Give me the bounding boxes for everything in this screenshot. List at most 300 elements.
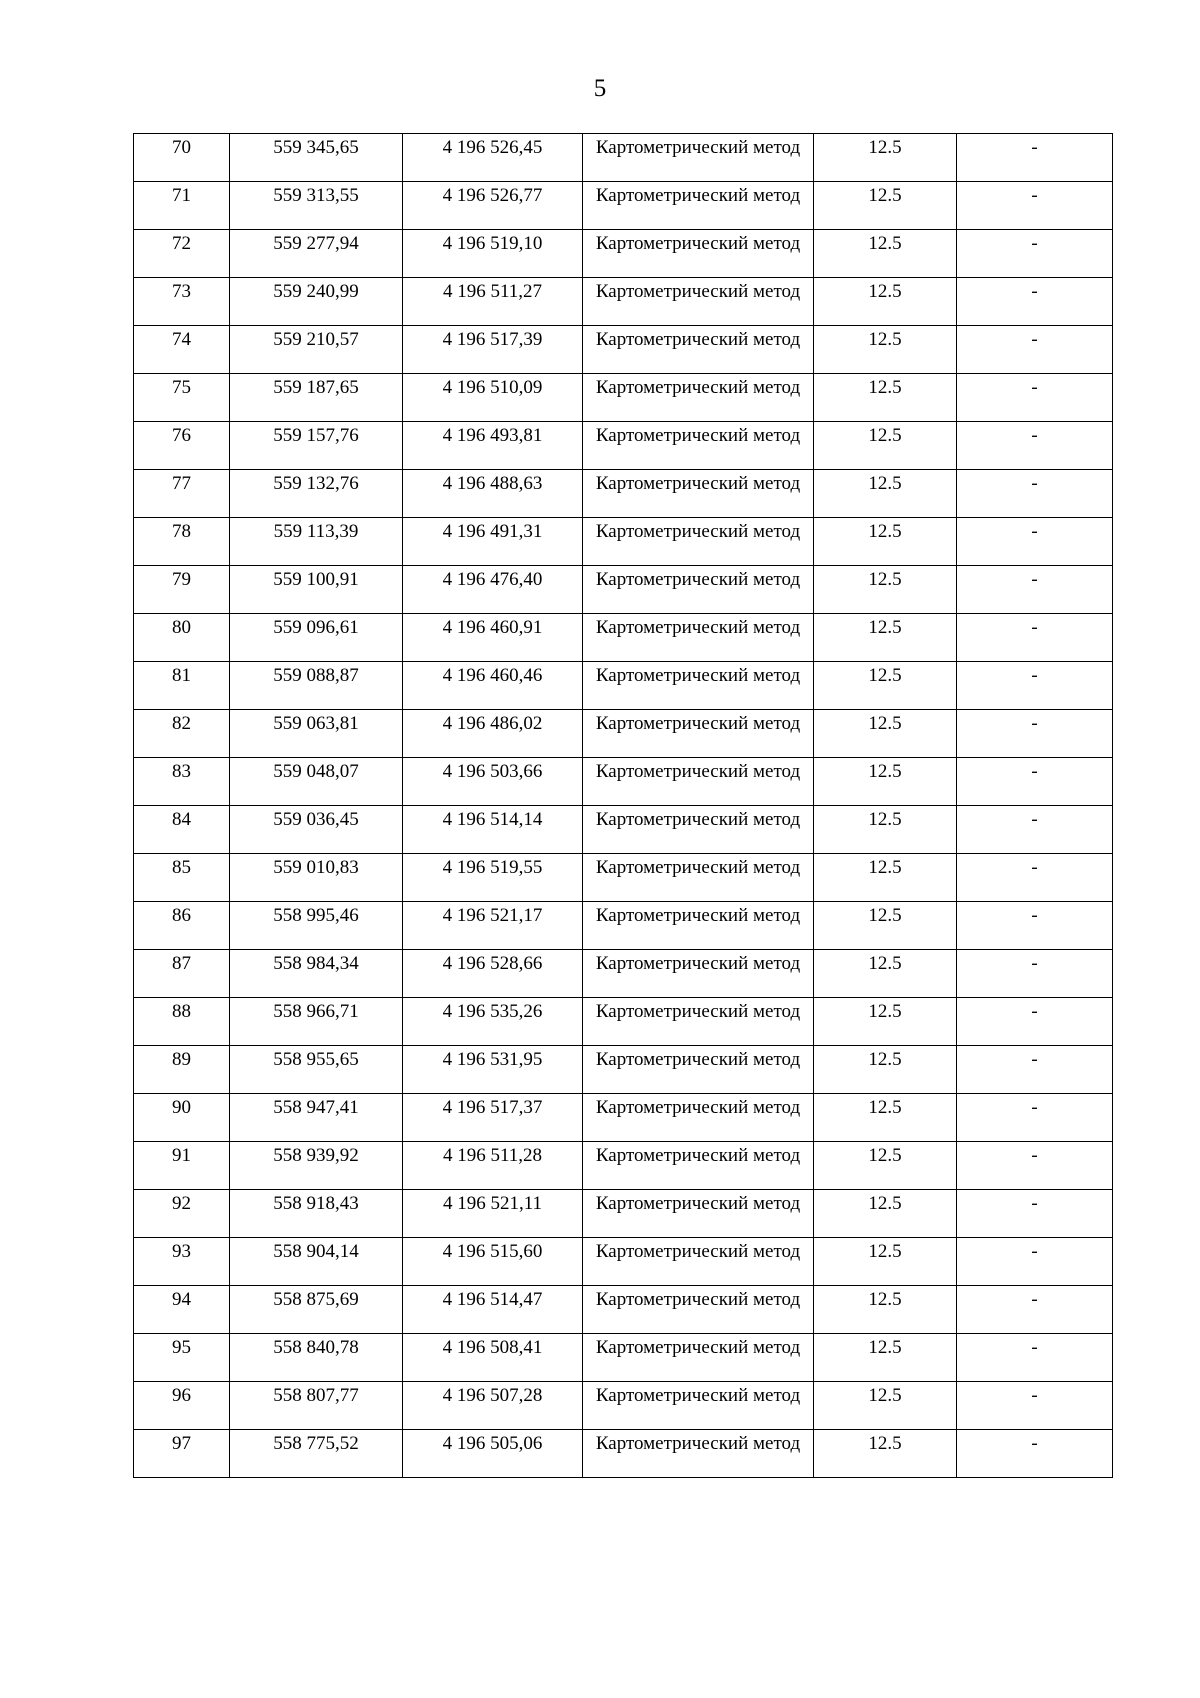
x-coordinate-cell: [230, 806, 403, 854]
accuracy-cell-text: 12.5: [868, 1097, 902, 1118]
table-row: [134, 470, 1113, 518]
method-cell: [583, 710, 814, 758]
description-cell-text: -: [1031, 521, 1038, 542]
x-coordinate-cell: [230, 566, 403, 614]
point-number-cell: [134, 1190, 230, 1238]
accuracy-cell: [814, 470, 957, 518]
x-coordinate-cell-text: 558 947,41: [273, 1097, 359, 1118]
description-cell-text: -: [1031, 713, 1038, 734]
accuracy-cell-text: 12.5: [868, 857, 902, 878]
description-cell: [957, 374, 1113, 422]
accuracy-cell-text: 12.5: [868, 1337, 902, 1358]
x-coordinate-cell-text: 558 939,92: [273, 1145, 359, 1166]
point-number-cell: [134, 1430, 230, 1478]
method-cell: [583, 1046, 814, 1094]
table-row: [134, 1382, 1113, 1430]
x-coordinate-cell: [230, 950, 403, 998]
y-coordinate-cell: [403, 422, 583, 470]
y-coordinate-cell: [403, 1286, 583, 1334]
point-number-cell-text: 72: [172, 233, 191, 254]
method-cell-text: Картометрический метод: [595, 953, 801, 974]
y-coordinate-cell: [403, 1430, 583, 1478]
description-cell: [957, 182, 1113, 230]
x-coordinate-cell: [230, 902, 403, 950]
table-row: [134, 710, 1113, 758]
point-number-cell-text: 85: [172, 857, 191, 878]
description-cell-text: -: [1031, 1337, 1038, 1358]
method-cell: [583, 1190, 814, 1238]
x-coordinate-cell-text: 559 157,76: [273, 425, 359, 446]
point-number-cell-text: 87: [172, 953, 191, 974]
accuracy-cell: [814, 662, 957, 710]
point-number-cell-text: 90: [172, 1097, 191, 1118]
page-number: 5: [593, 75, 607, 102]
method-cell-text: Картометрический метод: [595, 1385, 801, 1406]
point-number-cell: [134, 758, 230, 806]
description-cell-text: -: [1031, 137, 1038, 158]
y-coordinate-cell: [403, 1142, 583, 1190]
description-cell: [957, 806, 1113, 854]
point-number-cell: [134, 422, 230, 470]
y-coordinate-cell-text: 4 196 526,45: [442, 137, 543, 158]
y-coordinate-cell-text: 4 196 535,26: [442, 1001, 543, 1022]
y-coordinate-cell: [403, 950, 583, 998]
accuracy-cell-text: 12.5: [868, 617, 902, 638]
point-number-cell-text: 79: [172, 569, 191, 590]
point-number-cell-text: 71: [172, 185, 191, 206]
method-cell: [583, 1238, 814, 1286]
description-cell-text: -: [1031, 569, 1038, 590]
x-coordinate-cell-text: 559 132,76: [273, 473, 359, 494]
point-number-cell: [134, 566, 230, 614]
method-cell-text: Картометрический метод: [595, 1145, 801, 1166]
accuracy-cell: [814, 1094, 957, 1142]
y-coordinate-cell: [403, 278, 583, 326]
method-cell: [583, 326, 814, 374]
method-cell: [583, 518, 814, 566]
method-cell-text: Картометрический метод: [595, 425, 801, 446]
method-cell-text: Картометрический метод: [595, 1241, 801, 1262]
description-cell: [957, 614, 1113, 662]
y-coordinate-cell: [403, 614, 583, 662]
accuracy-cell-text: 12.5: [868, 425, 902, 446]
point-number-cell-text: 82: [172, 713, 191, 734]
accuracy-cell: [814, 710, 957, 758]
method-cell: [583, 662, 814, 710]
point-number-cell-text: 78: [172, 521, 191, 542]
method-cell: [583, 182, 814, 230]
description-cell: [957, 326, 1113, 374]
accuracy-cell-text: 12.5: [868, 1241, 902, 1262]
x-coordinate-cell: [230, 1382, 403, 1430]
y-coordinate-cell: [403, 1094, 583, 1142]
x-coordinate-cell: [230, 854, 403, 902]
y-coordinate-cell-text: 4 196 519,55: [442, 857, 543, 878]
x-coordinate-cell-text: 558 984,34: [273, 953, 359, 974]
method-cell-text: Картометрический метод: [595, 569, 801, 590]
accuracy-cell: [814, 182, 957, 230]
y-coordinate-cell: [403, 182, 583, 230]
x-coordinate-cell: [230, 758, 403, 806]
accuracy-cell: [814, 950, 957, 998]
accuracy-cell: [814, 422, 957, 470]
point-number-cell-text: 97: [172, 1433, 191, 1454]
x-coordinate-cell-text: 559 010,83: [273, 857, 359, 878]
accuracy-cell-text: 12.5: [868, 1433, 902, 1454]
description-cell: [957, 1094, 1113, 1142]
point-number-cell-text: 84: [172, 809, 191, 830]
description-cell: [957, 1382, 1113, 1430]
description-cell-text: -: [1031, 761, 1038, 782]
point-number-cell: [134, 1334, 230, 1382]
method-cell: [583, 758, 814, 806]
y-coordinate-cell-text: 4 196 491,31: [442, 521, 543, 542]
point-number-cell-text: 88: [172, 1001, 191, 1022]
method-cell-text: Картометрический метод: [595, 1001, 801, 1022]
y-coordinate-cell: [403, 1190, 583, 1238]
table-row: [134, 422, 1113, 470]
description-cell-text: -: [1031, 617, 1038, 638]
x-coordinate-cell-text: 559 063,81: [273, 713, 359, 734]
y-coordinate-cell-text: 4 196 488,63: [442, 473, 543, 494]
description-cell-text: -: [1031, 1097, 1038, 1118]
y-coordinate-cell-text: 4 196 531,95: [442, 1049, 543, 1070]
table-row: [134, 374, 1113, 422]
point-number-cell: [134, 902, 230, 950]
y-coordinate-cell: [403, 1382, 583, 1430]
accuracy-cell: [814, 1046, 957, 1094]
table-row: [134, 230, 1113, 278]
x-coordinate-cell-text: 559 088,87: [273, 665, 359, 686]
description-cell-text: -: [1031, 905, 1038, 926]
table-row: [134, 134, 1113, 182]
accuracy-cell-text: 12.5: [868, 1049, 902, 1070]
accuracy-cell-text: 12.5: [868, 185, 902, 206]
table-row: [134, 1286, 1113, 1334]
method-cell: [583, 854, 814, 902]
y-coordinate-cell: [403, 710, 583, 758]
accuracy-cell: [814, 278, 957, 326]
description-cell-text: -: [1031, 809, 1038, 830]
accuracy-cell: [814, 1382, 957, 1430]
y-coordinate-cell: [403, 326, 583, 374]
description-cell: [957, 134, 1113, 182]
y-coordinate-cell: [403, 134, 583, 182]
accuracy-cell: [814, 326, 957, 374]
table-row: [134, 566, 1113, 614]
accuracy-cell-text: 12.5: [868, 809, 902, 830]
y-coordinate-cell-text: 4 196 517,37: [442, 1097, 543, 1118]
description-cell: [957, 278, 1113, 326]
accuracy-cell: [814, 1238, 957, 1286]
method-cell-text: Картометрический метод: [595, 617, 801, 638]
description-cell-text: -: [1031, 329, 1038, 350]
table-row: [134, 518, 1113, 566]
point-number-cell-text: 89: [172, 1049, 191, 1070]
method-cell-text: Картометрический метод: [595, 1193, 801, 1214]
method-cell: [583, 470, 814, 518]
description-cell: [957, 902, 1113, 950]
y-coordinate-cell-text: 4 196 514,14: [442, 809, 543, 830]
x-coordinate-cell: [230, 518, 403, 566]
x-coordinate-cell: [230, 1430, 403, 1478]
x-coordinate-cell-text: 559 345,65: [273, 137, 359, 158]
x-coordinate-cell-text: 559 313,55: [273, 185, 359, 206]
point-number-cell: [134, 950, 230, 998]
y-coordinate-cell: [403, 902, 583, 950]
point-number-cell: [134, 374, 230, 422]
y-coordinate-cell-text: 4 196 521,11: [442, 1193, 543, 1214]
accuracy-cell-text: 12.5: [868, 377, 902, 398]
description-cell-text: -: [1031, 1289, 1038, 1310]
description-cell: [957, 518, 1113, 566]
description-cell: [957, 1142, 1113, 1190]
y-coordinate-cell-text: 4 196 507,28: [442, 1385, 543, 1406]
x-coordinate-cell-text: 559 096,61: [273, 617, 359, 638]
description-cell: [957, 1286, 1113, 1334]
accuracy-cell-text: 12.5: [868, 137, 902, 158]
point-number-cell-text: 95: [172, 1337, 191, 1358]
y-coordinate-cell: [403, 998, 583, 1046]
description-cell-text: -: [1031, 185, 1038, 206]
x-coordinate-cell: [230, 614, 403, 662]
description-cell-text: -: [1031, 281, 1038, 302]
x-coordinate-cell-text: 558 775,52: [273, 1433, 359, 1454]
description-cell: [957, 998, 1113, 1046]
description-cell: [957, 662, 1113, 710]
method-cell: [583, 1142, 814, 1190]
y-coordinate-cell-text: 4 196 493,81: [442, 425, 543, 446]
table-row: [134, 758, 1113, 806]
point-number-cell: [134, 1238, 230, 1286]
table-row: [134, 902, 1113, 950]
method-cell: [583, 1286, 814, 1334]
accuracy-cell: [814, 854, 957, 902]
point-number-cell: [134, 854, 230, 902]
point-number-cell: [134, 1286, 230, 1334]
x-coordinate-cell-text: 559 277,94: [273, 233, 359, 254]
y-coordinate-cell: [403, 470, 583, 518]
description-cell: [957, 1046, 1113, 1094]
y-coordinate-cell-text: 4 196 517,39: [442, 329, 543, 350]
accuracy-cell-text: 12.5: [868, 1193, 902, 1214]
point-number-cell: [134, 1382, 230, 1430]
point-number-cell-text: 83: [172, 761, 191, 782]
point-number-cell: [134, 326, 230, 374]
point-number-cell: [134, 230, 230, 278]
x-coordinate-cell: [230, 1190, 403, 1238]
y-coordinate-cell-text: 4 196 511,28: [442, 1145, 543, 1166]
x-coordinate-cell-text: 559 187,65: [273, 377, 359, 398]
description-cell: [957, 470, 1113, 518]
point-number-cell: [134, 278, 230, 326]
x-coordinate-cell-text: 559 113,39: [273, 521, 359, 542]
method-cell: [583, 134, 814, 182]
point-number-cell-text: 70: [172, 137, 191, 158]
y-coordinate-cell: [403, 1046, 583, 1094]
point-number-cell-text: 76: [172, 425, 191, 446]
point-number-cell-text: 80: [172, 617, 191, 638]
coordinates-table-body: [134, 134, 1113, 1478]
accuracy-cell-text: 12.5: [868, 569, 902, 590]
accuracy-cell-text: 12.5: [868, 329, 902, 350]
x-coordinate-cell: [230, 1238, 403, 1286]
point-number-cell-text: 92: [172, 1193, 191, 1214]
y-coordinate-cell-text: 4 196 526,77: [442, 185, 543, 206]
x-coordinate-cell-text: 559 100,91: [273, 569, 359, 590]
y-coordinate-cell-text: 4 196 486,02: [442, 713, 543, 734]
method-cell: [583, 1334, 814, 1382]
y-coordinate-cell: [403, 662, 583, 710]
y-coordinate-cell-text: 4 196 514,47: [442, 1289, 543, 1310]
accuracy-cell: [814, 230, 957, 278]
description-cell: [957, 758, 1113, 806]
table-row: [134, 950, 1113, 998]
accuracy-cell: [814, 1142, 957, 1190]
method-cell-text: Картометрический метод: [595, 377, 801, 398]
point-number-cell-text: 81: [172, 665, 191, 686]
x-coordinate-cell: [230, 662, 403, 710]
y-coordinate-cell: [403, 566, 583, 614]
x-coordinate-cell: [230, 134, 403, 182]
description-cell: [957, 1190, 1113, 1238]
accuracy-cell: [814, 134, 957, 182]
table-row: [134, 182, 1113, 230]
x-coordinate-cell-text: 558 875,69: [273, 1289, 359, 1310]
x-coordinate-cell-text: 558 840,78: [273, 1337, 359, 1358]
method-cell-text: Картометрический метод: [595, 281, 801, 302]
x-coordinate-cell-text: 558 918,43: [273, 1193, 359, 1214]
description-cell-text: -: [1031, 425, 1038, 446]
point-number-cell-text: 94: [172, 1289, 191, 1310]
y-coordinate-cell-text: 4 196 515,60: [442, 1241, 543, 1262]
x-coordinate-cell: [230, 1334, 403, 1382]
accuracy-cell: [814, 1286, 957, 1334]
y-coordinate-cell-text: 4 196 505,06: [442, 1433, 543, 1454]
method-cell: [583, 614, 814, 662]
method-cell-text: Картометрический метод: [595, 521, 801, 542]
point-number-cell: [134, 134, 230, 182]
table-row: [134, 1142, 1113, 1190]
y-coordinate-cell: [403, 518, 583, 566]
table-row: [134, 326, 1113, 374]
x-coordinate-cell: [230, 1094, 403, 1142]
description-cell: [957, 1334, 1113, 1382]
method-cell: [583, 374, 814, 422]
description-cell-text: -: [1031, 233, 1038, 254]
x-coordinate-cell-text: 558 807,77: [273, 1385, 359, 1406]
method-cell: [583, 950, 814, 998]
point-number-cell: [134, 710, 230, 758]
accuracy-cell: [814, 1190, 957, 1238]
accuracy-cell-text: 12.5: [868, 953, 902, 974]
accuracy-cell: [814, 518, 957, 566]
description-cell-text: -: [1031, 953, 1038, 974]
y-coordinate-cell: [403, 374, 583, 422]
point-number-cell: [134, 806, 230, 854]
x-coordinate-cell: [230, 278, 403, 326]
x-coordinate-cell-text: 559 240,99: [273, 281, 359, 302]
table-row: [134, 998, 1113, 1046]
y-coordinate-cell-text: 4 196 476,40: [442, 569, 543, 590]
table-row: [134, 1190, 1113, 1238]
table-row: [134, 1334, 1113, 1382]
method-cell: [583, 902, 814, 950]
description-cell: [957, 422, 1113, 470]
accuracy-cell-text: 12.5: [868, 761, 902, 782]
accuracy-cell-text: 12.5: [868, 521, 902, 542]
accuracy-cell: [814, 998, 957, 1046]
x-coordinate-cell: [230, 326, 403, 374]
accuracy-cell: [814, 374, 957, 422]
accuracy-cell-text: 12.5: [868, 665, 902, 686]
method-cell: [583, 278, 814, 326]
point-number-cell: [134, 518, 230, 566]
method-cell-text: Картометрический метод: [595, 809, 801, 830]
x-coordinate-cell: [230, 1142, 403, 1190]
y-coordinate-cell-text: 4 196 519,10: [442, 233, 543, 254]
method-cell-text: Картометрический метод: [595, 1433, 801, 1454]
description-cell: [957, 710, 1113, 758]
accuracy-cell-text: 12.5: [868, 473, 902, 494]
point-number-cell: [134, 998, 230, 1046]
table-row: [134, 1046, 1113, 1094]
x-coordinate-cell: [230, 1286, 403, 1334]
accuracy-cell: [814, 566, 957, 614]
x-coordinate-cell: [230, 182, 403, 230]
method-cell-text: Картометрический метод: [595, 1097, 801, 1118]
y-coordinate-cell-text: 4 196 510,09: [442, 377, 543, 398]
point-number-cell-text: 73: [172, 281, 191, 302]
description-cell-text: -: [1031, 473, 1038, 494]
x-coordinate-cell: [230, 230, 403, 278]
description-cell-text: -: [1031, 1145, 1038, 1166]
table-row: [134, 806, 1113, 854]
point-number-cell-text: 86: [172, 905, 191, 926]
accuracy-cell-text: 12.5: [868, 1001, 902, 1022]
x-coordinate-cell-text: 558 904,14: [273, 1241, 359, 1262]
point-number-cell: [134, 662, 230, 710]
y-coordinate-cell: [403, 230, 583, 278]
point-number-cell: [134, 1046, 230, 1094]
y-coordinate-cell: [403, 758, 583, 806]
point-number-cell-text: 75: [172, 377, 191, 398]
method-cell: [583, 1382, 814, 1430]
accuracy-cell-text: 12.5: [868, 905, 902, 926]
description-cell-text: -: [1031, 1433, 1038, 1454]
method-cell: [583, 230, 814, 278]
x-coordinate-cell: [230, 998, 403, 1046]
description-cell: [957, 230, 1113, 278]
accuracy-cell-text: 12.5: [868, 1385, 902, 1406]
accuracy-cell: [814, 806, 957, 854]
table-row: [134, 854, 1113, 902]
point-number-cell-text: 77: [172, 473, 191, 494]
point-number-cell-text: 74: [172, 329, 191, 350]
method-cell-text: Картометрический метод: [595, 665, 801, 686]
point-number-cell-text: 96: [172, 1385, 191, 1406]
accuracy-cell: [814, 1334, 957, 1382]
x-coordinate-cell: [230, 374, 403, 422]
accuracy-cell: [814, 614, 957, 662]
point-number-cell: [134, 1094, 230, 1142]
method-cell-text: Картометрический метод: [595, 713, 801, 734]
y-coordinate-cell-text: 4 196 511,27: [442, 281, 543, 302]
y-coordinate-cell: [403, 854, 583, 902]
table-row: [134, 614, 1113, 662]
table-row: [134, 1094, 1113, 1142]
point-number-cell: [134, 470, 230, 518]
